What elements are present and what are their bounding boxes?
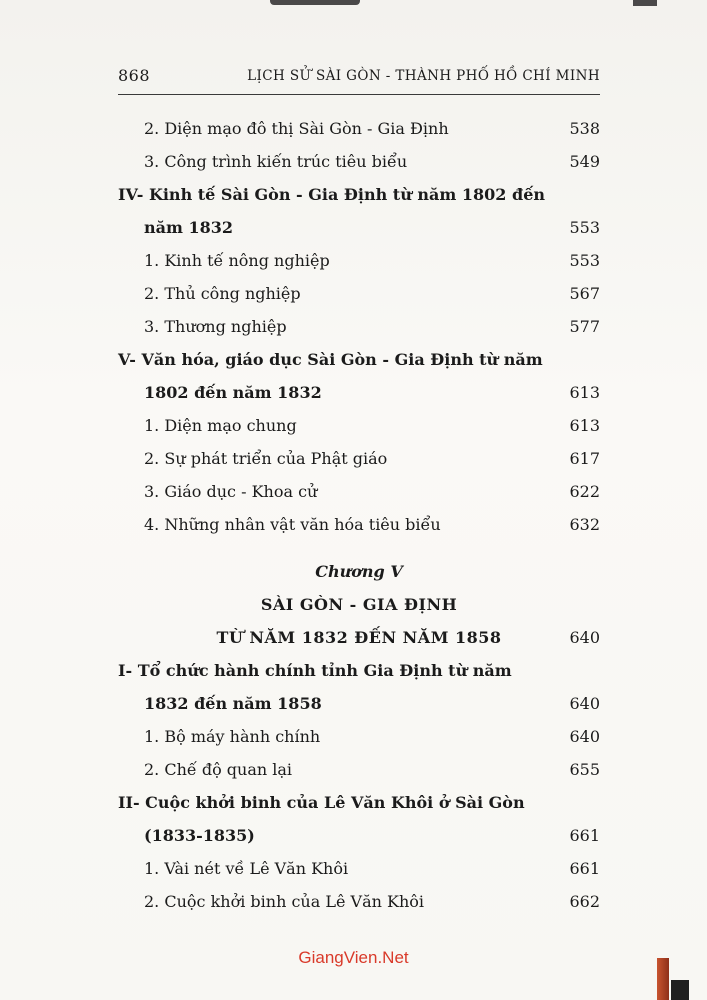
running-title: LỊCH SỬ SÀI GÒN - THÀNH PHỐ HỒ CHÍ MINH bbox=[247, 68, 600, 84]
toc-row-item[interactable] bbox=[118, 442, 600, 475]
toc-entry-label: 2. Diện mạo đô thị Sài Gòn - Gia Định bbox=[144, 119, 449, 138]
toc-entry-page: 640 bbox=[569, 628, 600, 647]
toc-entry-label: II- Cuộc khởi binh của Lê Văn Khôi ở Sài Gòn bbox=[118, 793, 525, 812]
toc-row-item[interactable] bbox=[118, 753, 600, 786]
toc-entry-label: TỪ NĂM 1832 ĐẾN NĂM 1858 bbox=[216, 628, 502, 647]
toc-entry-page: 538 bbox=[569, 119, 600, 138]
toc-entry-label: I- Tổ chức hành chính tỉnh Gia Định từ năm bbox=[118, 661, 512, 680]
toc-entry-label: 2. Chế độ quan lại bbox=[144, 760, 293, 779]
toc-row-item[interactable] bbox=[118, 720, 600, 753]
toc-entry-page: 640 bbox=[569, 694, 600, 713]
toc-entry-page: 655 bbox=[569, 760, 600, 779]
toc-row-section-cont[interactable] bbox=[118, 687, 600, 720]
toc-entry-page: 661 bbox=[569, 859, 600, 878]
toc-entry-label: năm 1832 bbox=[144, 218, 234, 237]
page-header bbox=[118, 64, 600, 95]
page-edge-shadow-right bbox=[633, 0, 657, 6]
toc-entry-label: SÀI GÒN - GIA ĐỊNH bbox=[260, 595, 458, 614]
toc-row-title-bold[interactable] bbox=[118, 621, 600, 654]
toc-entry-label: 2. Thủ công nghiệp bbox=[144, 284, 301, 303]
toc-row-title-bold[interactable] bbox=[118, 588, 600, 621]
toc-entry-page: 553 bbox=[569, 251, 600, 270]
toc-entry-label: 1. Vài nét về Lê Văn Khôi bbox=[144, 859, 349, 878]
toc-entry-label: 2. Cuộc khởi binh của Lê Văn Khôi bbox=[144, 892, 425, 911]
toc-row-item[interactable] bbox=[118, 508, 600, 541]
toc-entry-page: 553 bbox=[569, 218, 600, 237]
toc-entry-label: 4. Những nhân vật văn hóa tiêu biểu bbox=[144, 515, 441, 534]
table-of-contents bbox=[118, 112, 600, 918]
toc-row-section[interactable] bbox=[118, 786, 600, 819]
toc-entry-label: 3. Giáo dục - Khoa cử bbox=[144, 482, 318, 501]
toc-row-section-cont[interactable] bbox=[118, 211, 600, 244]
toc-row-chapter[interactable] bbox=[118, 555, 600, 588]
toc-entry-page: 662 bbox=[569, 892, 600, 911]
toc-row-item[interactable] bbox=[118, 145, 600, 178]
toc-entry-label: 1. Kinh tế nông nghiệp bbox=[144, 251, 330, 270]
toc-entry-label: (1833-1835) bbox=[144, 826, 255, 845]
toc-row-section-cont[interactable] bbox=[118, 376, 600, 409]
toc-entry-label: 3. Thương nghiệp bbox=[144, 317, 287, 336]
toc-entry-label: 2. Sự phát triển của Phật giáo bbox=[144, 449, 388, 468]
toc-row-item[interactable] bbox=[118, 475, 600, 508]
toc-row-item[interactable] bbox=[118, 310, 600, 343]
toc-row-item[interactable] bbox=[118, 112, 600, 145]
toc-row-item[interactable] bbox=[118, 277, 600, 310]
page-edge-shadow bbox=[270, 0, 360, 5]
toc-entry-page: 632 bbox=[569, 515, 600, 534]
toc-entry-page: 622 bbox=[569, 482, 600, 501]
toc-spacer bbox=[118, 541, 600, 555]
toc-row-item[interactable] bbox=[118, 885, 600, 918]
toc-entry-page: 549 bbox=[569, 152, 600, 171]
toc-entry-page: 617 bbox=[569, 449, 600, 468]
toc-entry-label: Chương V bbox=[315, 562, 403, 581]
toc-row-section[interactable] bbox=[118, 654, 600, 687]
toc-entry-label: 3. Công trình kiến trúc tiêu biểu bbox=[144, 152, 408, 171]
page-number: 868 bbox=[118, 66, 151, 85]
toc-entry-label: IV- Kinh tế Sài Gòn - Gia Định từ năm 1802 đến bbox=[118, 185, 545, 204]
toc-entry-label: V- Văn hóa, giáo dục Sài Gòn - Gia Định từ năm bbox=[118, 350, 543, 369]
toc-entry-label: 1802 đến năm 1832 bbox=[144, 383, 322, 402]
toc-entry-page: 577 bbox=[569, 317, 600, 336]
toc-entry-page: 613 bbox=[569, 416, 600, 435]
toc-row-item[interactable] bbox=[118, 852, 600, 885]
toc-row-item[interactable] bbox=[118, 244, 600, 277]
toc-row-section-cont[interactable] bbox=[118, 819, 600, 852]
toc-entry-page: 661 bbox=[569, 826, 600, 845]
watermark-text: GiangVien.Net bbox=[298, 948, 409, 967]
toc-entry-page: 567 bbox=[569, 284, 600, 303]
toc-entry-page: 613 bbox=[569, 383, 600, 402]
toc-row-item[interactable] bbox=[118, 409, 600, 442]
toc-entry-page: 640 bbox=[569, 727, 600, 746]
toc-row-section[interactable] bbox=[118, 343, 600, 376]
book-corner-edge bbox=[671, 980, 689, 1000]
toc-entry-label: 1. Diện mạo chung bbox=[144, 416, 297, 435]
toc-row-section[interactable] bbox=[118, 178, 600, 211]
toc-entry-label: 1. Bộ máy hành chính bbox=[144, 727, 321, 746]
toc-entry-label: 1832 đến năm 1858 bbox=[144, 694, 322, 713]
